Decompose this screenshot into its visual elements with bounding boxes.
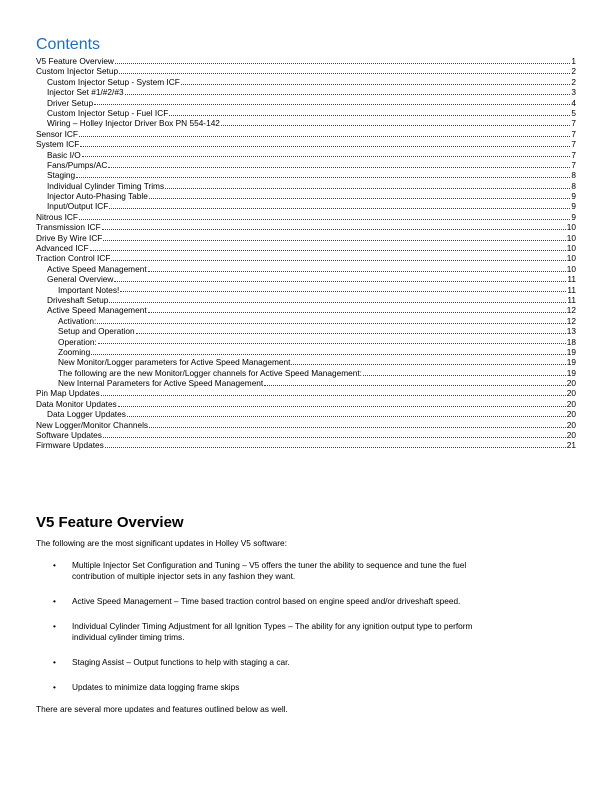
- bullet-marker: •: [53, 560, 56, 570]
- toc-entry[interactable]: [36, 160, 576, 170]
- toc-entry-title: Injector Set #1/#2/#3: [47, 87, 124, 98]
- toc-entry[interactable]: [36, 243, 576, 253]
- toc-entry-page: 8: [571, 180, 576, 191]
- toc-entry-title: New Logger/Monitor Channels: [36, 419, 149, 430]
- toc-dot-leader: [148, 312, 566, 313]
- toc-dot-leader: [221, 125, 570, 126]
- toc-entry-page: 19: [566, 367, 576, 378]
- intro-paragraph: The following are the most significant updates in Holley V5 software:: [36, 538, 287, 548]
- toc-entry[interactable]: [36, 430, 576, 440]
- bullet-text-line: Individual Cylinder Timing Adjustment for all Ignition Types – The ability for any ignition output type to perform: [72, 621, 473, 631]
- toc-dot-leader: [181, 84, 571, 85]
- toc-entry-title: Data Logger Updates: [47, 409, 126, 420]
- toc-dot-leader: [94, 104, 570, 105]
- toc-dot-leader: [115, 63, 570, 64]
- toc-entry-title: Nitrous ICF: [36, 211, 78, 222]
- bullet-text-line: Staging Assist – Output functions to help with staging a car.: [72, 657, 290, 667]
- toc-entry-page: 11: [567, 294, 576, 305]
- toc-dot-leader: [363, 375, 566, 376]
- bullet-marker: •: [53, 682, 56, 692]
- toc-entry[interactable]: [36, 66, 576, 76]
- toc-entry-title: Pin Map Updates: [36, 388, 100, 399]
- toc-dot-leader: [79, 136, 570, 137]
- toc-entry-page: 20: [566, 419, 576, 430]
- toc-dot-leader: [125, 94, 571, 95]
- toc-entry[interactable]: [36, 212, 576, 222]
- toc-dot-leader: [109, 208, 570, 209]
- toc-entry-page: 1: [571, 55, 576, 66]
- feature-bullet-list: [36, 560, 576, 707]
- toc-entry[interactable]: [36, 316, 576, 326]
- toc-dot-leader: [119, 73, 570, 74]
- toc-entry-title: Zooming: [58, 346, 91, 357]
- toc-dot-leader: [102, 229, 566, 230]
- toc-entry-title: System ICF: [36, 139, 80, 150]
- closing-paragraph: There are several more updates and features outlined below as well.: [36, 704, 288, 714]
- toc-dot-leader: [90, 250, 566, 251]
- toc-entry-page: 7: [571, 159, 576, 170]
- toc-entry-page: 12: [566, 315, 576, 326]
- toc-dot-leader: [127, 416, 566, 417]
- feature-bullet: [36, 682, 576, 693]
- feature-bullet: [36, 621, 576, 643]
- toc-dot-leader: [79, 219, 570, 220]
- toc-entry[interactable]: [36, 77, 576, 87]
- toc-entry-page: 7: [571, 118, 576, 129]
- toc-entry-page: 2: [571, 66, 576, 77]
- toc-entry[interactable]: [36, 285, 576, 295]
- toc-entry-page: 19: [566, 346, 576, 357]
- toc-dot-leader: [101, 395, 566, 396]
- bullet-marker: •: [53, 657, 56, 667]
- toc-entry-page: 19: [566, 357, 576, 368]
- toc-dot-leader: [109, 302, 566, 303]
- toc-entry-title: Basic I/O: [47, 149, 81, 160]
- toc-entry-title: Individual Cylinder Timing Trims: [47, 180, 165, 191]
- toc-entry-title: Drive By Wire ICF: [36, 232, 103, 243]
- toc-entry-title: Driver Setup: [47, 97, 94, 108]
- toc-entry-page: 20: [566, 388, 576, 399]
- toc-heading: Contents: [36, 36, 101, 53]
- toc-dot-leader: [165, 188, 570, 189]
- toc-entry-title: Software Updates: [36, 430, 102, 441]
- toc-entry-title: Injector Auto-Phasing Table: [47, 191, 148, 202]
- toc-entry-page: 10: [566, 263, 576, 274]
- toc-dot-leader: [91, 354, 565, 355]
- toc-entry-page: 20: [566, 398, 576, 409]
- toc-entry-page: 11: [567, 284, 576, 295]
- toc-dot-leader: [120, 291, 566, 292]
- table-of-contents: [36, 56, 576, 451]
- toc-entry-title: Custom Injector Setup - Fuel ICF: [47, 107, 169, 118]
- toc-entry[interactable]: [36, 87, 576, 97]
- toc-entry-title: Custom Injector Setup - System ICF: [47, 76, 180, 87]
- bullet-text-line: contribution of multiple injector sets in any fashion they want.: [72, 571, 296, 581]
- toc-entry-title: Setup and Operation: [58, 326, 135, 337]
- feature-bullet: [36, 596, 576, 607]
- toc-entry[interactable]: [36, 253, 576, 263]
- toc-entry[interactable]: [36, 274, 576, 284]
- toc-dot-leader: [149, 427, 566, 428]
- toc-entry-page: 9: [571, 211, 576, 222]
- bullet-text-line: individual cylinder timing trims.: [72, 632, 185, 642]
- toc-dot-leader: [118, 406, 566, 407]
- toc-entry-title: Sensor ICF: [36, 128, 78, 139]
- toc-entry-page: 3: [571, 87, 576, 98]
- toc-entry-page: 10: [566, 222, 576, 233]
- toc-entry[interactable]: [36, 305, 576, 315]
- toc-entry-page: 20: [566, 378, 576, 389]
- toc-entry-title: Transmission ICF: [36, 222, 101, 233]
- toc-entry-title: Activation:: [58, 315, 97, 326]
- toc-entry[interactable]: [36, 440, 576, 450]
- toc-entry-title: Fans/Pumps/AC: [47, 159, 108, 170]
- toc-entry-title: Traction Control ICF: [36, 253, 111, 264]
- toc-entry-title: Operation:: [58, 336, 97, 347]
- toc-entry-page: 9: [571, 201, 576, 212]
- toc-dot-leader: [111, 260, 565, 261]
- toc-dot-leader: [80, 146, 570, 147]
- toc-dot-leader: [114, 281, 566, 282]
- toc-entry[interactable]: [36, 368, 576, 378]
- toc-entry-page: 10: [566, 253, 576, 264]
- toc-entry-title: Wiring – Holley Injector Driver Box PN 554-142: [47, 118, 220, 129]
- toc-entry-page: 2: [571, 76, 576, 87]
- toc-dot-leader: [103, 240, 565, 241]
- toc-entry-title: New Monitor/Logger parameters for Active Speed Management: [58, 357, 291, 368]
- toc-entry[interactable]: [36, 347, 576, 357]
- toc-dot-leader: [76, 177, 570, 178]
- toc-entry[interactable]: [36, 56, 576, 66]
- toc-dot-leader: [136, 333, 566, 334]
- toc-entry-page: 10: [566, 243, 576, 254]
- toc-entry-title: Data Monitor Updates: [36, 398, 117, 409]
- toc-entry-title: Input/Output ICF: [47, 201, 109, 212]
- toc-entry[interactable]: [36, 129, 576, 139]
- toc-entry-title: Important Notes!: [58, 284, 120, 295]
- bullet-marker: •: [53, 621, 56, 631]
- toc-dot-leader: [82, 156, 571, 157]
- toc-dot-leader: [105, 447, 566, 448]
- toc-entry[interactable]: [36, 118, 576, 128]
- toc-dot-leader: [108, 167, 570, 168]
- toc-entry[interactable]: [36, 420, 576, 430]
- bullet-marker: •: [53, 596, 56, 606]
- toc-entry[interactable]: [36, 108, 576, 118]
- toc-entry[interactable]: [36, 389, 576, 399]
- bullet-text-line: Multiple Injector Set Configuration and Tuning – V5 offers the tuner the ability to sequence and tune the fuel: [72, 560, 467, 570]
- toc-entry[interactable]: [36, 201, 576, 211]
- section-title: V5 Feature Overview: [36, 514, 184, 531]
- toc-entry-page: 9: [571, 191, 576, 202]
- toc-entry[interactable]: [36, 191, 576, 201]
- toc-entry-title: Staging: [47, 170, 76, 181]
- toc-dot-leader: [103, 437, 566, 438]
- toc-entry-title: Custom Injector Setup: [36, 66, 119, 77]
- toc-entry-title: Firmware Updates: [36, 440, 104, 451]
- toc-entry[interactable]: [36, 222, 576, 232]
- toc-entry-page: 11: [567, 274, 576, 285]
- toc-entry-page: 8: [571, 170, 576, 181]
- toc-entry[interactable]: [36, 233, 576, 243]
- toc-entry[interactable]: [36, 357, 576, 367]
- toc-entry-title: Advanced ICF: [36, 243, 89, 254]
- toc-entry-page: 20: [566, 430, 576, 441]
- toc-entry-page: 10: [566, 232, 576, 243]
- toc-entry-page: 7: [571, 139, 576, 150]
- toc-entry[interactable]: [36, 399, 576, 409]
- toc-dot-leader: [169, 115, 570, 116]
- feature-bullet: [36, 560, 576, 582]
- toc-entry[interactable]: [36, 139, 576, 149]
- toc-entry-title: The following are the new Monitor/Logger channels for Active Speed Management:: [58, 367, 362, 378]
- toc-entry[interactable]: [36, 264, 576, 274]
- toc-entry-page: 7: [571, 149, 576, 160]
- toc-dot-leader: [148, 271, 566, 272]
- toc-entry[interactable]: [36, 409, 576, 419]
- feature-bullet: [36, 657, 576, 668]
- toc-entry-page: 12: [566, 305, 576, 316]
- toc-entry-page: 18: [566, 336, 576, 347]
- toc-entry[interactable]: [36, 378, 576, 388]
- toc-entry-title: New Internal Parameters for Active Speed Management: [58, 378, 264, 389]
- toc-entry-title: Driveshaft Setup: [47, 294, 109, 305]
- toc-dot-leader: [264, 385, 566, 386]
- toc-entry[interactable]: [36, 337, 576, 347]
- toc-dot-leader: [97, 323, 565, 324]
- toc-entry[interactable]: [36, 170, 576, 180]
- toc-entry[interactable]: [36, 181, 576, 191]
- toc-entry[interactable]: [36, 326, 576, 336]
- toc-dot-leader: [98, 343, 566, 344]
- toc-entry-page: 20: [566, 409, 576, 420]
- toc-entry-page: 7: [571, 128, 576, 139]
- toc-entry-page: 21: [566, 440, 576, 451]
- toc-entry[interactable]: [36, 150, 576, 160]
- toc-entry[interactable]: [36, 98, 576, 108]
- toc-entry-title: Active Speed Management: [47, 305, 147, 316]
- bullet-text-line: Active Speed Management – Time based traction control based on engine speed and/or driveshaft speed.: [72, 596, 461, 606]
- toc-entry-page: 5: [571, 107, 576, 118]
- toc-dot-leader: [291, 364, 565, 365]
- toc-entry-title: V5 Feature Overview: [36, 55, 114, 66]
- toc-entry-page: 4: [571, 97, 576, 108]
- toc-dot-leader: [149, 198, 571, 199]
- bullet-text-line: Updates to minimize data logging frame skips: [72, 682, 240, 692]
- toc-entry[interactable]: [36, 295, 576, 305]
- toc-entry-page: 13: [566, 326, 576, 337]
- toc-entry-title: General Overview: [47, 274, 114, 285]
- toc-entry-title: Active Speed Management: [47, 263, 147, 274]
